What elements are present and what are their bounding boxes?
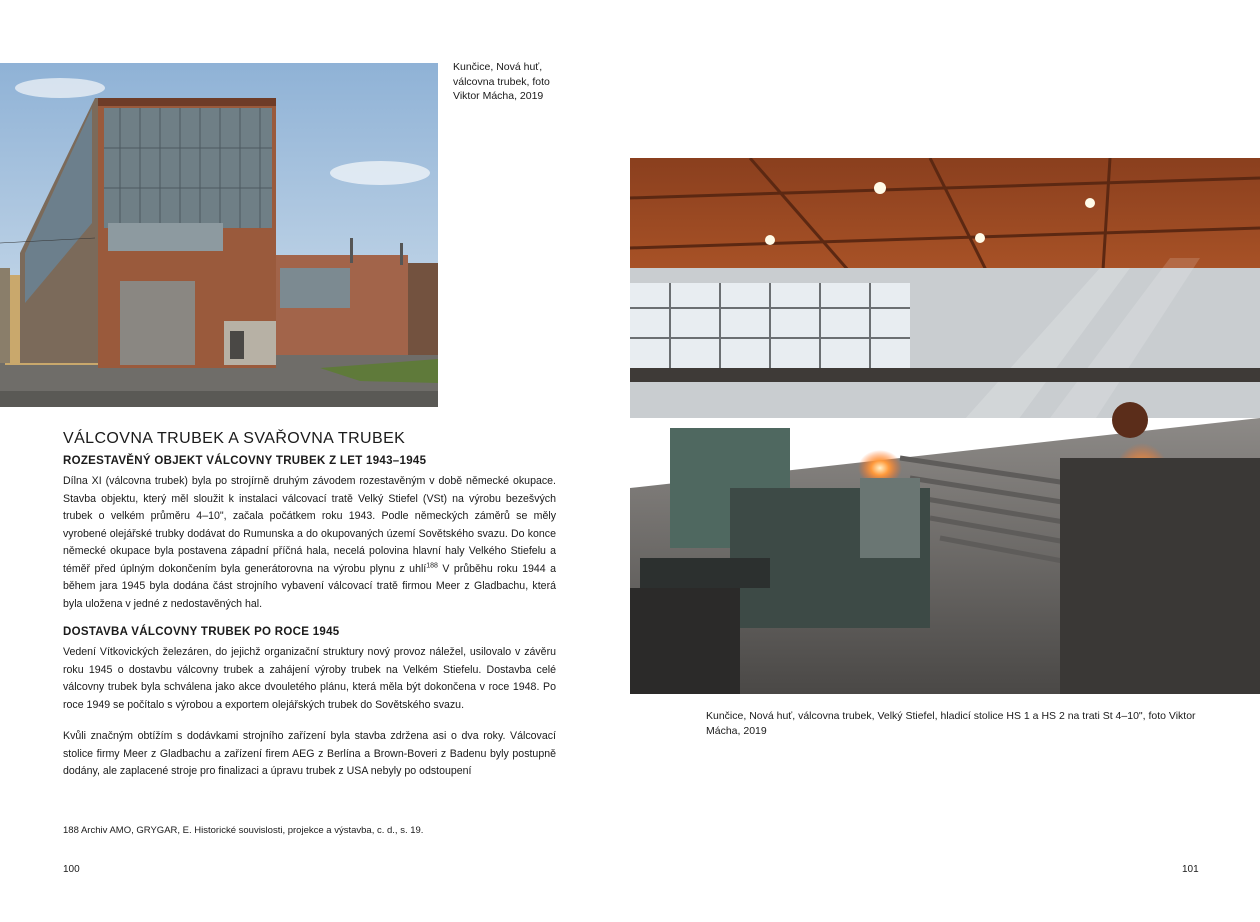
paragraph-3: Kvůli značným obtížím s dodávkami strojního zařízení byla stavba zdržena asi o dva roky. Válcovací stolice firmy Meer z Gladbachu a zařízení firem AEG z Berlína a Brown-Boveri z Badenu byly postupně dodány, ale zaplacené stroje pro finalizaci a úpravu trubek z USA nebyly po odstoupení [63,730,556,777]
subheading-under-construction: ROZESTAVĚNÝ OBJEKT VÁLCOVNY TRUBEK Z LET 1943–1945 [63,455,427,467]
rolling-mill-interior-photo [630,158,1260,694]
paragraph-1-end: V průběhu roku 1944 a během jara 1945 byla dodána část strojního vybavení válcovací tratě firmou Meer z Gladbachu, která byla uložena v jedné z nedostavěných hal. [63,562,556,610]
photo-caption-left: Kunčice, Nová huť, válcovna trubek, foto Viktor Mácha, 2019 [453,61,550,102]
photo-caption-right: Kunčice, Nová huť, válcovna trubek, Velký Stiefel, hladicí stolice HS 1 a HS 2 na trati St 4–10", foto Viktor Mácha, 2019 [706,710,1196,737]
section-title: VÁLCOVNA TRUBEK A SVAŘOVNA TRUBEK [63,430,406,447]
paragraph-2: Vedení Vítkovických železáren, do jejichž organizační struktury nový provoz náležel, usilovalo v závěru roku 1945 o dostavbu válcovny trubek a zahájení výroby trubek na Velkém Stiefelu. Dostavba celé válcovny trubek byla schválena jako akce dvouletého plánu, která měla být dokončena v roce 1948. Po roce 1949 se počítalo s výrobou a exportem olejářských trubek do Sovětského svazu. [63,646,556,711]
page-number-left: 100 [63,864,80,875]
footnote: 188 Archiv AMO, GRYGAR, E. Historické souvislosti, projekce a výstavba, c. d., s. 19. [63,825,424,836]
page-number-right: 101 [1182,864,1199,875]
paragraph-1-text: Dílna XI (válcovna trubek) byla po strojírně druhým závodem rozestavěným v době německé okupace. Stavba objektu, který měl sloužit k instalaci válcovací tratě Velký Stiefel (VSt) na výrobu bezešvých trubek o velkém průměru 4–10", začala počátkem roku 1943. Podle německých záměrů se měly vyrobené olejářské trubky dodávat do Rumunska a do okupovaných území Sovětského svazu. Do konce německé okupace byla postavena západní příčná hala, necelá polovina hlavní haly Velkého Stiefelu a téměř před úplným dokončením byla generátorovna na výrobu plynu z uhlí [63,475,556,575]
subheading-completion: DOSTAVBA VÁLCOVNY TRUBEK PO ROCE 1945 [63,626,340,638]
footnote-reference: 188 [426,561,438,569]
paragraph-1 [63,473,556,613]
factory-exterior-photo [0,63,438,407]
